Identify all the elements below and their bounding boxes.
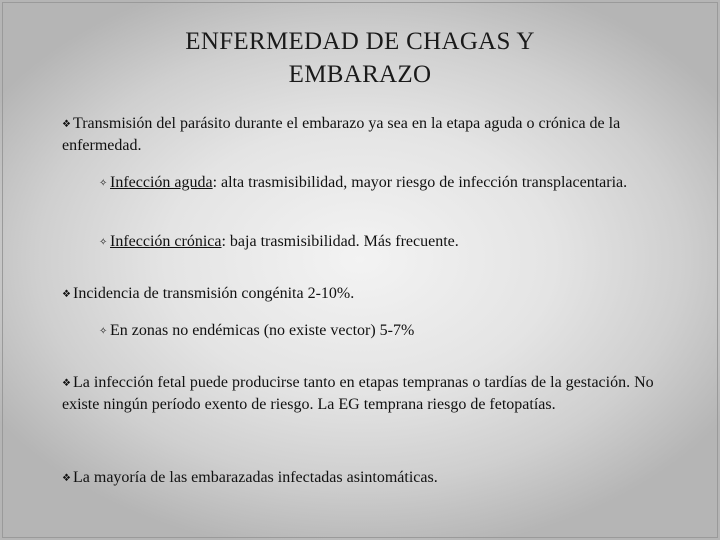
term-infeccion-cronica: Infección crónica <box>110 233 222 250</box>
sub-bullet-cronica <box>99 231 659 253</box>
sub-bullet-zonas <box>99 320 659 342</box>
sub-bullet-aguda <box>99 172 659 194</box>
diamond-bullet-icon: ❖ <box>62 378 71 389</box>
sparkle-bullet-icon: ✧ <box>99 237 108 248</box>
term-incidencia: Incidencia <box>73 285 140 302</box>
bullet-transmision <box>62 113 662 156</box>
sparkle-bullet-icon: ✧ <box>99 178 108 189</box>
diamond-bullet-icon: ❖ <box>62 119 71 130</box>
bullet-text: : baja trasmisibilidad. Más frecuente. <box>221 233 459 250</box>
diamond-bullet-icon: ❖ <box>62 473 71 484</box>
bullet-text: de transmisión congénita 2-10%. <box>139 285 355 302</box>
term-infeccion-aguda: Infección aguda <box>110 174 213 191</box>
bullet-text: : alta trasmisibilidad, mayor riesgo de infección transplacentaria. <box>212 174 628 191</box>
bullet-infeccion-fetal <box>62 372 662 415</box>
title-line-1: ENFERMEDAD DE CHAGAS Y <box>185 28 535 55</box>
bullet-text: En zonas no endémicas (no existe vector) 5-7% <box>110 322 415 339</box>
bullet-text: La mayoría de las embarazadas infectadas asintomáticas. <box>73 469 438 486</box>
slide-title <box>0 25 720 91</box>
sparkle-bullet-icon: ✧ <box>99 326 108 337</box>
bullet-text: Transmisión del parásito durante el embarazo ya sea en la etapa aguda o crónica de la enfermedad. <box>62 115 621 154</box>
bullet-text: La infección fetal puede producirse tanto en etapas tempranas o tardías de la gestación. No existe ningún período exento de riesgo. La EG temprana riesgo de fetopatías. <box>62 374 654 413</box>
bullet-incidencia <box>62 283 662 305</box>
bullet-asintomaticas <box>62 467 662 489</box>
diamond-bullet-icon: ❖ <box>62 289 71 300</box>
title-line-2: EMBARAZO <box>288 61 432 88</box>
